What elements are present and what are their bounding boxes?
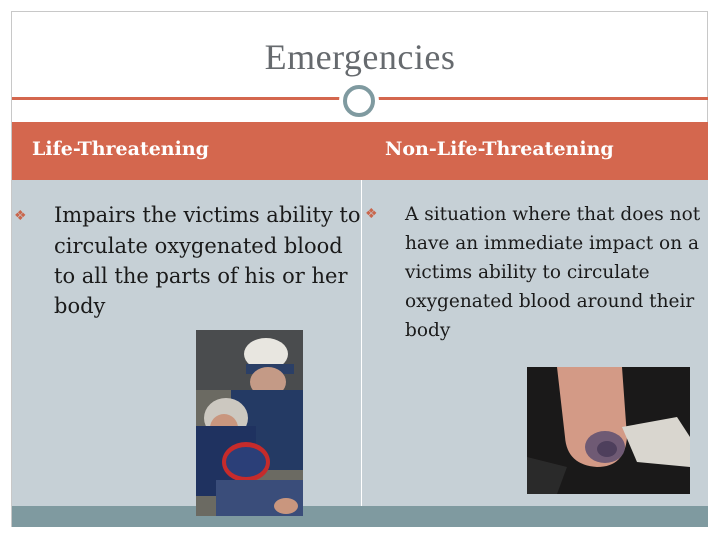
column-heading-non-life-threatening: Non-Life-Threatening (385, 138, 614, 160)
ring-icon (339, 81, 379, 121)
injured-player-illustration (196, 330, 303, 516)
non-life-threatening-text: A situation where that does not have an immediate impact on a victims ability to circulate oxygenated blood around their body (405, 204, 701, 341)
footer-band (12, 506, 708, 527)
bruised-elbow-illustration (527, 367, 690, 494)
bruised-elbow-photo (527, 367, 690, 494)
ring-shape (343, 85, 375, 117)
bullet-icon: ❖ (365, 206, 378, 222)
life-threatening-text: Impairs the victims ability to circulate oxygenated blood to all the parts of his or her body (54, 203, 361, 318)
column-heading-life-threatening: Life-Threatening (32, 138, 209, 160)
slide-title: Emergencies (264, 37, 456, 77)
bullet-icon: ❖ (14, 208, 27, 224)
life-threatening-cell (14, 200, 364, 321)
non-life-threatening-cell (365, 200, 720, 345)
injured-player-photo (196, 330, 303, 516)
